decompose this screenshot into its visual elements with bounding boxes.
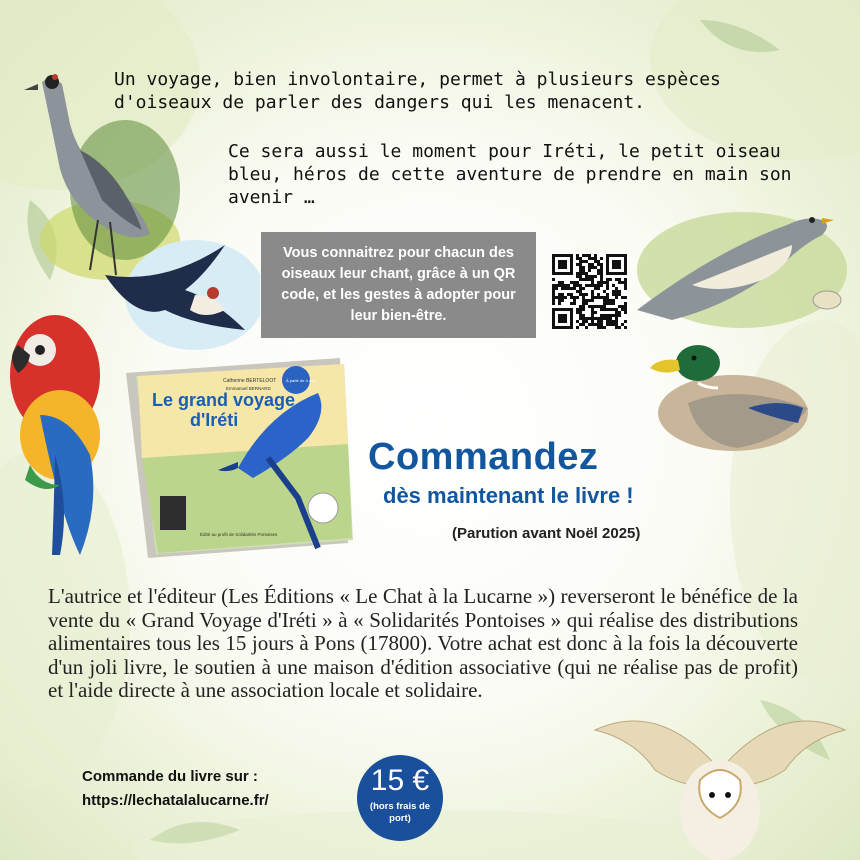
- mallard-duck-illustration: [648, 328, 813, 453]
- cuckoo-illustration: [632, 200, 847, 330]
- barn-owl-illustration: [590, 700, 850, 860]
- book-author: Catherine BERTELOOT: [223, 378, 277, 384]
- book-title-line1: Le grand voyage: [152, 390, 296, 410]
- qr-info-text: Vous connaitrez pour chacun des oiseaux leur chant, grâce à un QR code, et les gestes à adopter pour leur bien-être.: [281, 245, 516, 324]
- charity-description: L'autrice et l'éditeur (Les Éditions « Le Chat à la Lucarne ») reverseront le bénéfice de la vente du « Grand Voyage d'Iréti » à « Solidarités Pontoises » qui réalise des distributions alimentaires tous les 15 jours à Pons (17800). Votre achat est donc à la fois la découverte d'un joli livre, le soutien à une maison d'édition associative (qui ne réalise pas de profit) et l'aide directe à une association locale et solidaire.: [48, 584, 798, 703]
- intro-paragraph-1: Un voyage, bien involontaire, permet à plusieurs espèces d'oiseaux de parler des dangers qui les menacent.: [114, 69, 721, 113]
- order-label: Commande du livre sur :: [82, 768, 258, 785]
- qr-code[interactable]: [552, 254, 627, 329]
- price-amount: 15 €: [370, 764, 430, 797]
- book-illustrator: Emmanuel BERNARD: [226, 386, 271, 391]
- qr-info-box: [261, 232, 536, 338]
- book-cover: [118, 358, 363, 563]
- age-badge-text: À partir de 4 ans: [286, 378, 316, 383]
- order-subheading: dès maintenant le livre !: [383, 483, 634, 508]
- book-title-line2: d'Iréti: [190, 410, 239, 430]
- order-link[interactable]: https://lechatalalucarne.fr/: [82, 792, 269, 809]
- price-badge: [357, 755, 443, 841]
- release-note: (Parution avant Noël 2025): [452, 525, 641, 542]
- price-note: (hors frais de port): [369, 801, 431, 824]
- macaw-illustration: [0, 305, 120, 560]
- book-bottom-text: Édité au profit de Solidarités Pontoises: [200, 532, 278, 537]
- order-heading: Commandez: [368, 436, 599, 478]
- intro-paragraph-2: Ce sera aussi le moment pour Iréti, le petit oiseau bleu, héros de cette aventure de prendre en main son avenir …: [228, 141, 792, 208]
